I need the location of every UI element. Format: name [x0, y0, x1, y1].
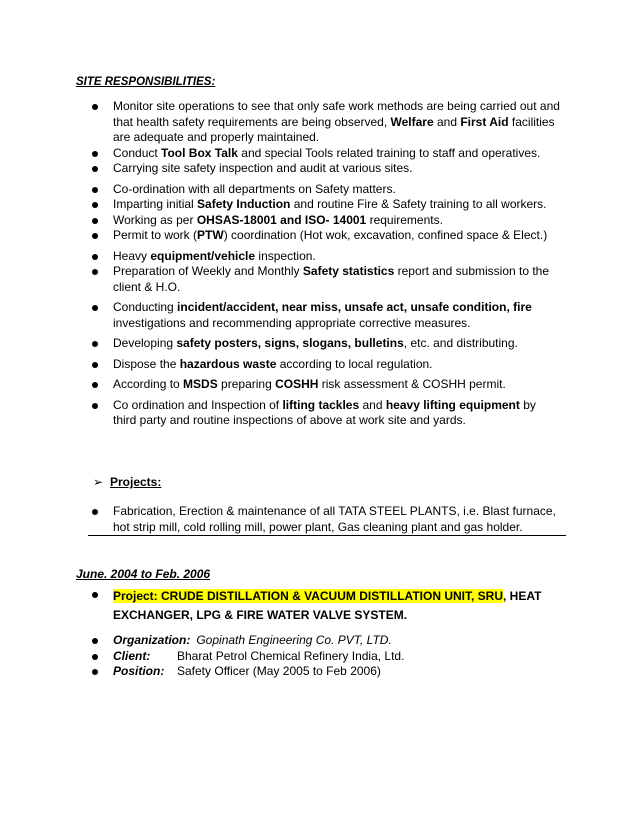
position-value: Safety Officer (May 2005 to Feb 2006) — [177, 664, 381, 678]
text: Dispose the — [113, 356, 180, 371]
list-item — [90, 357, 560, 373]
text: Heavy — [113, 248, 151, 263]
bold-text: lifting tackles — [282, 397, 360, 412]
project-title-rest: , HEAT EXCHANGER, LPG & FIRE WATER VALVE SYSTEM. — [113, 589, 542, 622]
job-details-list — [90, 633, 560, 680]
list-item — [90, 264, 560, 295]
text: Co ordination and Inspection of — [113, 397, 283, 412]
organization-value: Gopinath Engineering Co. PVT, LTD. — [196, 633, 392, 647]
text: Permit to work ( — [113, 228, 198, 242]
text: and routine Fire & Safety training to all workers. — [290, 197, 547, 211]
project-title-highlight: Project: CRUDE DISTILLATION & VACUUM DISTILLATION UNIT, SRU — [113, 589, 503, 603]
text: Co-ordination with all departments on Safety matters. — [113, 181, 396, 196]
list-item — [90, 587, 560, 625]
text: and — [359, 397, 386, 412]
client-value: Bharat Petrol Chemical Refinery India, Ltd. — [177, 648, 405, 663]
list-item — [90, 377, 560, 393]
text: investigations and recommending appropriate corrective measures. — [113, 315, 471, 330]
text: risk assessment & COSHH permit. — [318, 377, 506, 391]
list-item — [90, 182, 560, 198]
responsibilities-list — [90, 99, 560, 429]
bold-text: Tool Box Talk — [161, 145, 238, 160]
text: according to local regulation. — [276, 356, 433, 371]
text: preparing — [217, 377, 276, 391]
projects-list — [90, 504, 560, 535]
list-item — [90, 633, 560, 649]
list-item — [90, 249, 560, 265]
text: Carrying site safety inspection and audit at various sites. — [113, 161, 413, 175]
bold-text: equipment/vehicle — [150, 248, 256, 263]
list-item — [90, 649, 560, 665]
list-item — [90, 398, 560, 429]
section-divider — [88, 535, 566, 536]
organization-label: Organization: — [113, 633, 191, 647]
list-item — [90, 213, 560, 229]
bold-text: PTW — [197, 228, 224, 242]
bold-text: First Aid — [460, 114, 509, 129]
text: Working as per — [113, 212, 197, 227]
list-item — [90, 300, 560, 331]
list-item — [90, 161, 560, 177]
site-responsibilities-heading: SITE RESPONSIBILITIES: — [76, 76, 216, 88]
bold-text: OHSAS-18001 and ISO- 14001 — [196, 212, 367, 227]
text: , etc. and distributing. — [403, 336, 518, 350]
job-date-heading: June. 2004 to Feb. 2006 — [76, 567, 211, 581]
text: by third party and routine inspections of above at work site and yards. — [113, 397, 536, 427]
text: Developing — [113, 336, 177, 350]
projects-heading — [90, 475, 161, 491]
client-label: Client: — [113, 648, 151, 663]
bold-text: heavy lifting equipment — [385, 397, 520, 412]
text: Monitor site operations to see that only safe work methods are being carried out and that health safety requirements are being observed, — [113, 99, 560, 129]
text: and special Tools related training to staff and operatives. — [237, 145, 541, 160]
text: Imparting initial — [113, 197, 198, 211]
list-item — [90, 504, 560, 535]
list-item — [90, 336, 560, 352]
text: inspection. — [255, 248, 316, 263]
list-item — [90, 228, 560, 244]
bold-text: Welfare — [390, 114, 434, 129]
bold-text: COSHH — [275, 377, 319, 391]
job-project-list — [90, 587, 560, 625]
bold-text: Safety Induction — [197, 197, 291, 211]
arrow-bullet-icon: ➢ — [93, 475, 104, 489]
text: Conduct — [113, 145, 162, 160]
text: Preparation of Weekly and Monthly — [113, 264, 303, 278]
bold-text: hazardous waste — [179, 356, 277, 371]
projects-heading-text: Projects: — [110, 475, 162, 489]
list-item — [90, 99, 560, 146]
bold-text: Safety statistics — [302, 264, 395, 278]
projects-text: Fabrication, Erection & maintenance of all TATA STEEL PLANTS, i.e. Blast furnace, hot strip mill, cold rolling mill, power plant, Gas cleaning plant and gas holder. — [113, 504, 556, 534]
list-item — [90, 146, 560, 162]
text: Conducting — [113, 300, 178, 314]
text: and — [433, 114, 461, 129]
text: facilities are adequate and properly maintained. — [113, 114, 555, 144]
bold-text: safety posters, signs, slogans, bulletins — [176, 336, 404, 350]
list-item — [90, 197, 560, 213]
list-item — [90, 664, 560, 680]
text: ) coordination (Hot wok, excavation, confined space & Elect.) — [223, 228, 548, 242]
text: According to — [113, 377, 184, 391]
text: report and submission to the client & H.O. — [113, 264, 550, 294]
bold-text: MSDS — [183, 377, 218, 391]
position-label: Position: — [113, 664, 165, 678]
bold-text: incident/accident, near miss, unsafe act, unsafe condition, fire — [177, 300, 532, 314]
text: requirements. — [366, 212, 443, 227]
